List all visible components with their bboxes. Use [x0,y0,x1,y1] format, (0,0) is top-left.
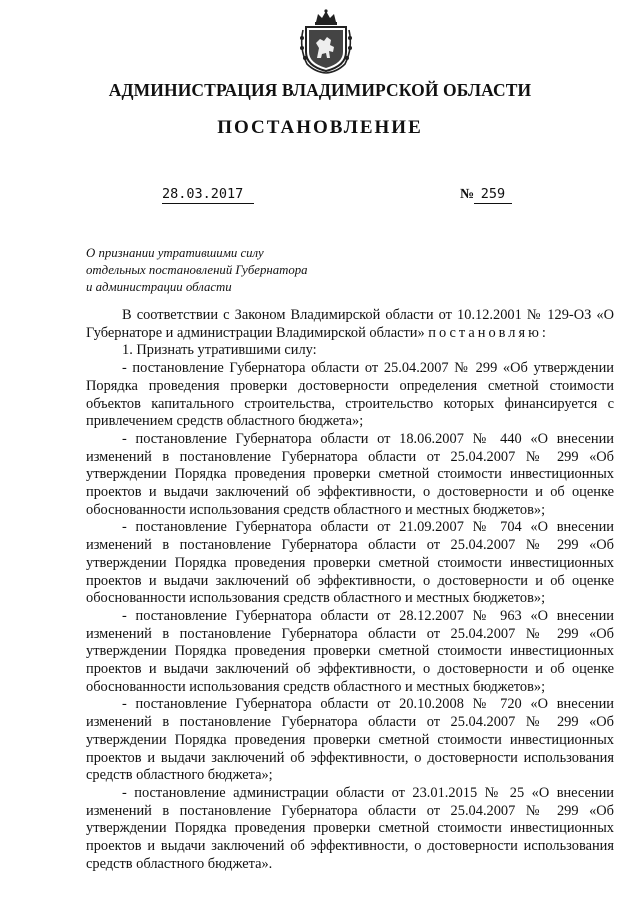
document-body [86,307,614,874]
preamble-paragraph [86,307,614,342]
preamble-verb: постановляю: [428,324,549,341]
repealed-item: - постановление Губернатора области от 21.09.2007 № 704 «О внесении изменений в постановление Губернатора области от 25.04.2007 № 299 «Об утверждении Порядка проведения проверки сметной стоимости инвестиционных проектов и выдачи заключений об эффективности, о достоверности и об оценке обоснованности использования средств областного и местных бюджетов»; [86,519,614,607]
organization-name: АДМИНИСТРАЦИЯ ВЛАДИМИРСКОЙ ОБЛАСТИ [108,80,532,100]
repealed-item: - постановление администрации области от 23.01.2015 № 25 «О внесении изменений в постановление Губернатора области от 25.04.2007 № 299 «Об утверждении Порядка проведения проверки сметной стоимости инвестиционных проектов и выдачи заключений об эффективности, о достоверности использования средств областного бюджета». [86,784,614,872]
repealed-item: - постановление Губернатора области от 20.10.2008 № 720 «О внесении изменений в постановление Губернатора области от 25.04.2007 № 299 «Об утверждении Порядка проведения проверки сметной стоимости инвестиционных проектов и выдачи заключений об эффективности, о достоверности использования средств областного бюджета»; [86,696,614,784]
subject-line: отдельных постановлений Губернатора [86,263,308,277]
document-number: 259 [474,186,512,204]
document-type: ПОСТАНОВЛЕНИЕ [217,117,423,138]
repealed-item: - постановление Губернатора области от 25.04.2007 № 299 «Об утверждении Порядка проведения проверки достоверности определения сметной стоимости объектов капитального строительства, строительство которых финансируется с привлечением средств областного бюджета»; [86,360,614,430]
document-subject [86,245,308,296]
repealed-item: - постановление Губернатора области от 28.12.2007 № 963 «О внесении изменений в постановление Губернатора области от 25.04.2007 № 299 «Об утверждении Порядка проведения проверки сметной стоимости инвестиционных проектов и выдачи заключений об эффективности, о достоверности и об оценке обоснованности использования средств областного и местных бюджетов»; [86,607,614,695]
coat-of-arms-icon [297,8,355,74]
number-sign: № [460,187,475,202]
subject-line: О признании утратившими силу [86,246,264,260]
point-1: 1. Признать утратившими силу: [122,342,317,359]
document-date: 28.03.2017 [162,186,254,204]
preamble-text: В соответствии с Законом Владимирской области от 10.12.2001 № 129-ОЗ «О Губернаторе и администрации Владимирской области» [86,307,614,341]
subject-line: и администрации области [86,280,232,294]
repealed-item: - постановление Губернатора области от 18.06.2007 № 440 «О внесении изменений в постановление Губернатора области от 25.04.2007 № 299 «Об утверждении Порядка проведения проверки сметной стоимости инвестиционных проектов и выдачи заключений об эффективности, о достоверности и об оценке обоснованности использования средств областного и местных бюджетов»; [86,430,614,518]
